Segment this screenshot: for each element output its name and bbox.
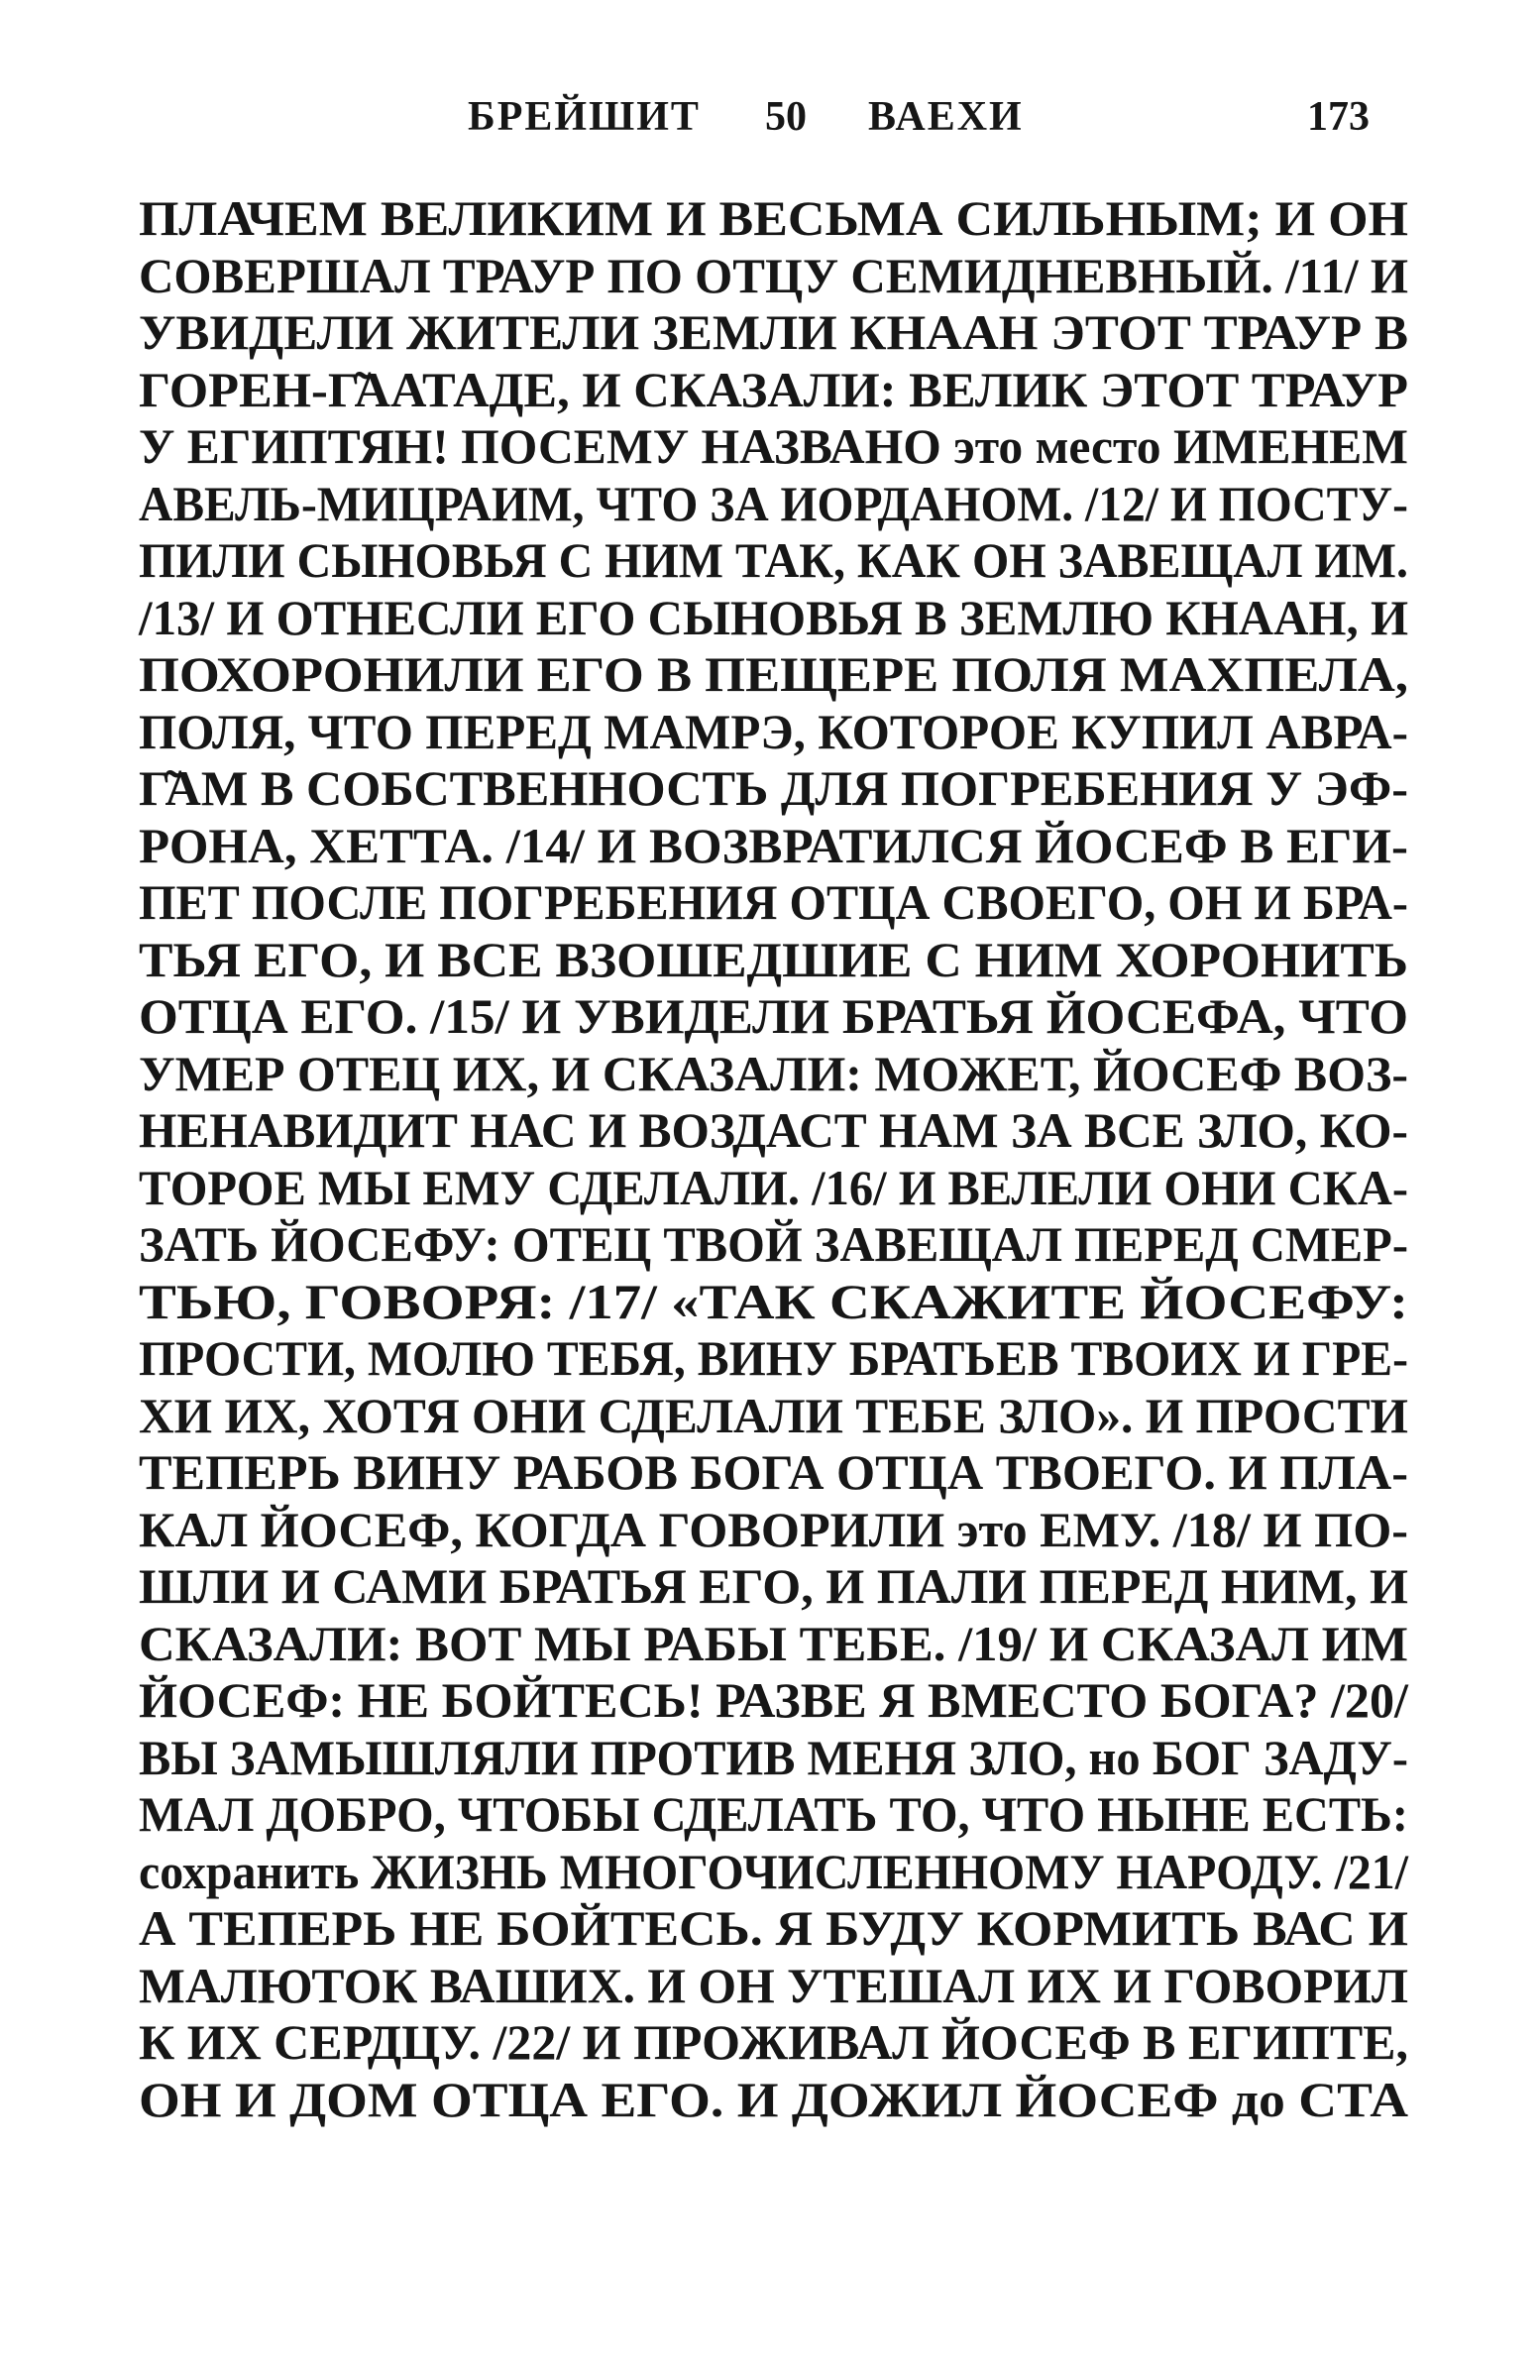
running-head-portion-title: ВАЕХИ bbox=[868, 94, 1024, 140]
text-line-content: ВЫ ЗАМЫШЛЯЛИ ПРОТИВ МЕНЯ ЗЛО, но БОГ ЗАДУ- bbox=[139, 1729, 1408, 1785]
body-text bbox=[139, 190, 1408, 2128]
text-line-content: МАЛ ДОБРО, ЧТОБЫ СДЕЛАТЬ ТО, ЧТО НЫНЕ ЕСТЬ: bbox=[139, 1786, 1408, 1842]
text-line bbox=[139, 248, 1408, 305]
text-line bbox=[139, 418, 1408, 476]
text-line-content: АВЕЛЬ-МИЦРАИМ, ЧТО ЗА ИОРДАНОМ. /12/ И ПОСТУ- bbox=[139, 475, 1408, 531]
text-line bbox=[139, 874, 1408, 932]
text-line-content: ПИЛИ СЫНОВЬЯ С НИМ ТАК, КАК ОН ЗАВЕЩАЛ ИМ. bbox=[139, 532, 1408, 588]
text-line bbox=[139, 1958, 1408, 2015]
text-line-content: МАЛЮТОК ВАШИХ. И ОН УТЕШАЛ ИХ И ГОВОРИЛ bbox=[139, 1957, 1408, 2013]
text-line-content: УМЕР ОТЕЦ ИХ, И СКАЗАЛИ: МОЖЕТ, ЙОСЕФ ВОЗ- bbox=[139, 1045, 1408, 1101]
text-line bbox=[139, 1844, 1408, 1901]
text-line bbox=[139, 190, 1408, 248]
text-line-content: НЕНАВИДИТ НАС И ВОЗДАСТ НАМ ЗА ВСЕ ЗЛО, КО- bbox=[139, 1102, 1408, 1158]
text-line-content: У ЕГИПТЯН! ПОСЕМУ НАЗВАНО это место ИМЕНЕМ bbox=[139, 418, 1408, 474]
text-line-content: ОТЦА ЕГО. /15/ И УВИДЕЛИ БРАТЬЯ ЙОСЕФА, ЧТО bbox=[139, 988, 1409, 1044]
text-line-content: РОНА, ХЕТТА. /14/ И ВОЗВРАТИЛСЯ ЙОСЕФ В ЕГИ- bbox=[139, 817, 1408, 873]
text-line bbox=[139, 704, 1408, 761]
text-line bbox=[139, 1616, 1408, 1673]
text-line bbox=[139, 1216, 1408, 1274]
text-line-content: СОВЕРШАЛ ТРАУР ПО ОТЦУ СЕМИДНЕВНЫЙ. /11/ И bbox=[139, 247, 1408, 303]
text-line bbox=[139, 1730, 1408, 1787]
text-line-content: СКАЗАЛИ: ВОТ МЫ РАБЫ ТЕБЕ. /19/ И СКАЗАЛ ИМ bbox=[139, 1615, 1408, 1671]
text-line-content: /13/ И ОТНЕСЛИ ЕГО СЫНОВЬЯ В ЗЕМЛЮ КНААН, И bbox=[139, 589, 1408, 645]
text-line bbox=[139, 304, 1408, 362]
text-line-content: ШЛИ И САМИ БРАТЬЯ ЕГО, И ПАЛИ ПЕРЕД НИМ, И bbox=[139, 1558, 1408, 1614]
text-line-content: ПОЛЯ, ЧТО ПЕРЕД МАМРЭ, КОТОРОЕ КУПИЛ АВРА- bbox=[139, 703, 1408, 759]
text-line bbox=[139, 932, 1408, 989]
text-line-content: ТЬЮ, ГОВОРЯ: /17/ «ТАК СКАЖИТЕ ЙОСЕФУ: bbox=[139, 1273, 1408, 1329]
text-line bbox=[139, 1900, 1408, 1958]
text-line-content: ПОХОРОНИЛИ ЕГО В ПЕЩЕРЕ ПОЛЯ МАХПЕЛА, bbox=[139, 646, 1408, 702]
text-line bbox=[139, 1274, 1408, 1331]
running-head-chapter-number: 50 bbox=[765, 94, 807, 140]
text-line-content: ПРОСТИ, МОЛЮ ТЕБЯ, ВИНУ БРАТЬЕВ ТВОИХ И ГРЕ- bbox=[139, 1330, 1408, 1386]
text-line-content: ТОРОЕ МЫ ЕМУ СДЕЛАЛИ. /16/ И ВЕЛЕЛИ ОНИ СКА- bbox=[139, 1159, 1408, 1215]
text-line bbox=[139, 760, 1408, 818]
text-line bbox=[139, 1672, 1408, 1730]
text-line-content: ПЕТ ПОСЛЕ ПОГРЕБЕНИЯ ОТЦА СВОЕГО, ОН И БРА- bbox=[139, 874, 1408, 930]
text-line-content: ЙОСЕФ: НЕ БОЙТЕСЬ! РАЗВЕ Я ВМЕСТО БОГА? /20/ bbox=[139, 1672, 1408, 1728]
text-line bbox=[139, 1046, 1408, 1103]
text-line-content: Г̃АМ В СОБСТВЕННОСТЬ ДЛЯ ПОГРЕБЕНИЯ У ЭФ- bbox=[139, 760, 1408, 816]
text-line bbox=[139, 1102, 1408, 1160]
text-line-content: ПЛАЧЕМ ВЕЛИКИМ И ВЕСЬМА СИЛЬНЫМ; И ОН bbox=[139, 190, 1408, 246]
text-line-content: ГОРЕН-Г̃ААТАДЕ, И СКАЗАЛИ: ВЕЛИК ЭТОТ ТРАУР bbox=[139, 361, 1408, 417]
text-line-content: ТЕПЕРЬ ВИНУ РАБОВ БОГА ОТЦА ТВОЕГО. И ПЛА- bbox=[139, 1444, 1408, 1500]
text-line bbox=[139, 532, 1408, 590]
text-line bbox=[139, 1786, 1408, 1844]
text-line-content: К ИХ СЕРДЦУ. /22/ И ПРОЖИВАЛ ЙОСЕФ В ЕГИПТЕ, bbox=[139, 2014, 1408, 2070]
text-line bbox=[139, 2014, 1408, 2072]
text-line-content: ЗАТЬ ЙОСЕФУ: ОТЕЦ ТВОЙ ЗАВЕЩАЛ ПЕРЕД СМЕР- bbox=[139, 1216, 1408, 1272]
text-line bbox=[139, 818, 1408, 875]
text-line bbox=[139, 1502, 1408, 1559]
text-line-content: А ТЕПЕРЬ НЕ БОЙТЕСЬ. Я БУДУ КОРМИТЬ ВАС И bbox=[139, 1900, 1408, 1956]
text-line bbox=[139, 2072, 1408, 2129]
text-line bbox=[139, 1330, 1408, 1388]
text-line-content: сохранить ЖИЗНЬ МНОГОЧИСЛЕННОМУ НАРОДУ. /21/ bbox=[139, 1843, 1408, 1899]
page-number: 173 bbox=[1307, 94, 1370, 140]
text-line bbox=[139, 988, 1408, 1046]
running-head-book-title: БРЕЙШИТ bbox=[468, 94, 701, 140]
running-head bbox=[0, 87, 1540, 147]
text-line bbox=[139, 590, 1408, 647]
text-line bbox=[139, 1558, 1408, 1616]
text-line-content: УВИДЕЛИ ЖИТЕЛИ ЗЕМЛИ КНААН ЭТОТ ТРАУР В bbox=[139, 304, 1408, 360]
text-line bbox=[139, 362, 1408, 419]
text-line-content: ОН И ДОМ ОТЦА ЕГО. И ДОЖИЛ ЙОСЕФ до СТА bbox=[139, 2071, 1408, 2127]
text-line bbox=[139, 646, 1408, 704]
text-line-content: ХИ ИХ, ХОТЯ ОНИ СДЕЛАЛИ ТЕБЕ ЗЛО». И ПРОСТИ bbox=[139, 1387, 1408, 1443]
text-line bbox=[139, 1388, 1408, 1445]
text-line bbox=[139, 476, 1408, 533]
text-line bbox=[139, 1444, 1408, 1502]
text-line-content: КАЛ ЙОСЕФ, КОГДА ГОВОРИЛИ это ЕМУ. /18/ И ПО- bbox=[139, 1501, 1408, 1557]
text-line-content: ТЬЯ ЕГО, И ВСЕ ВЗОШЕДШИЕ С НИМ ХОРОНИТЬ bbox=[139, 931, 1408, 987]
text-line bbox=[139, 1160, 1408, 1217]
